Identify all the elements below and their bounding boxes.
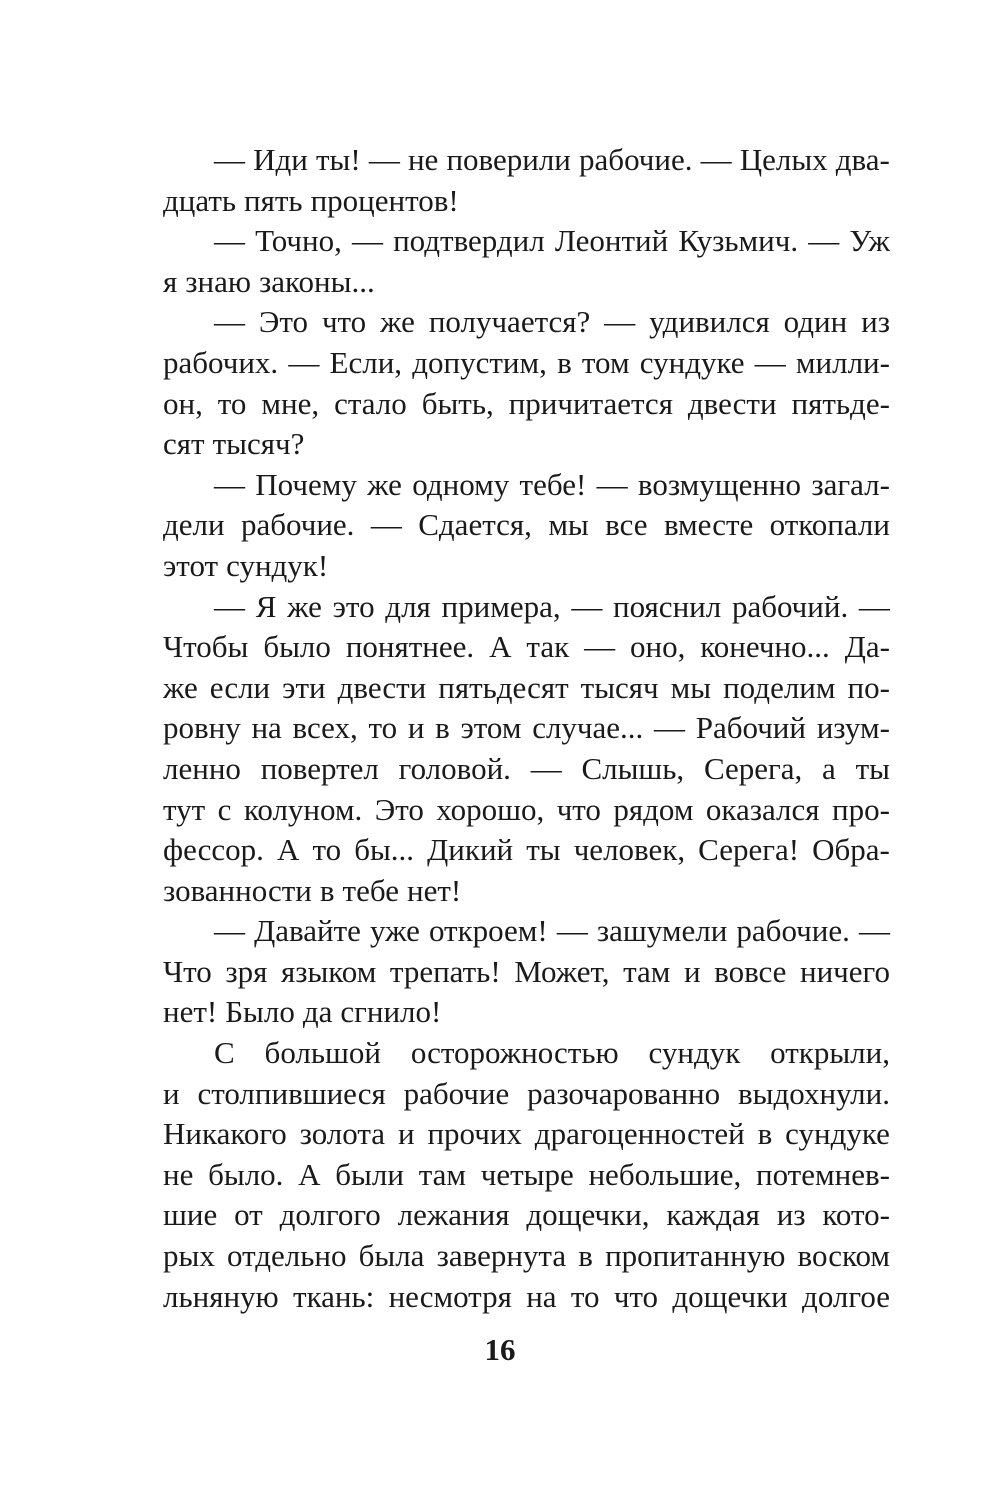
word: милли- <box>795 344 890 380</box>
word: — <box>214 466 245 502</box>
word: двести <box>687 385 777 421</box>
word: понятнее. <box>345 629 475 665</box>
word: же <box>287 588 322 624</box>
word: потемнев- <box>756 1156 890 1192</box>
word: загал- <box>811 466 890 502</box>
word: разочарованно <box>527 1075 721 1111</box>
text-line <box>163 1236 890 1277</box>
word: кото- <box>822 1197 890 1233</box>
text-line <box>163 749 890 790</box>
word: рабочие <box>403 1075 510 1111</box>
word: четыре <box>480 1156 574 1192</box>
word: Никакого <box>163 1116 287 1152</box>
word: — <box>214 223 245 259</box>
text-line <box>163 302 890 343</box>
text-line <box>163 627 890 668</box>
text-line <box>163 952 890 993</box>
text-line <box>163 871 890 912</box>
word: — <box>214 142 245 177</box>
word: Точно, <box>255 223 342 259</box>
word: зованности <box>163 872 312 908</box>
word: Серега, <box>703 750 803 786</box>
word: и <box>397 1116 415 1152</box>
word: столпившиеся <box>197 1075 386 1111</box>
word: быть, <box>421 385 494 421</box>
word: золота <box>299 1116 386 1152</box>
word: сундук! <box>226 547 329 583</box>
word: ты! <box>316 142 361 177</box>
body-text <box>163 140 890 1317</box>
word: дели <box>163 507 225 543</box>
word: Целых <box>739 142 828 177</box>
word: прочих <box>427 1116 522 1152</box>
text-line <box>163 140 890 181</box>
word: — <box>858 913 890 949</box>
text-line <box>163 384 890 425</box>
word: что <box>556 791 601 827</box>
word: нет! <box>406 872 462 908</box>
word: тут <box>163 791 206 827</box>
word: фессор. <box>163 832 264 868</box>
word: зашумели <box>596 913 728 949</box>
text-line <box>163 1195 890 1236</box>
word: долгое <box>802 1278 890 1314</box>
word: трепать! <box>389 953 501 989</box>
word: сгнило! <box>340 994 442 1030</box>
word: ничего <box>800 953 890 989</box>
word: в <box>435 710 450 746</box>
word: этот <box>163 547 219 583</box>
word: Это <box>258 304 309 340</box>
text-line <box>163 546 890 587</box>
word: — <box>596 466 628 502</box>
word: если <box>209 669 271 705</box>
text-line <box>163 1033 890 1074</box>
word: возмущенно <box>637 466 802 502</box>
word: с <box>217 791 232 827</box>
word: — <box>214 304 245 340</box>
word: осторожностью <box>410 1035 619 1071</box>
word: — <box>368 142 400 177</box>
word: то <box>368 710 398 746</box>
word: все <box>605 507 648 543</box>
word: и <box>163 1075 180 1111</box>
word: же <box>163 669 198 705</box>
word: оказался <box>705 791 820 827</box>
word: вместе <box>663 507 754 543</box>
word: случае... <box>532 710 644 746</box>
word: от <box>234 1197 263 1233</box>
word: было. <box>208 1156 284 1192</box>
word: выдохнули. <box>737 1075 890 1111</box>
word: повертел <box>260 750 379 786</box>
word: тебе <box>342 872 399 908</box>
word: оно, <box>630 629 686 665</box>
word: шие <box>163 1197 218 1233</box>
word: я <box>163 263 178 299</box>
word: что <box>321 304 367 340</box>
word: откопали <box>769 507 890 543</box>
text-line <box>163 668 890 709</box>
word: сундуке <box>785 1116 890 1152</box>
word: ты <box>855 750 890 786</box>
word: рабочих. <box>163 344 279 380</box>
word: мы <box>670 669 712 705</box>
word: Это <box>374 791 424 827</box>
word: человек, <box>573 832 686 868</box>
word: стало <box>334 385 407 421</box>
word: в <box>319 872 335 908</box>
text-line <box>163 424 890 465</box>
word: на <box>251 710 282 746</box>
word: ровну <box>163 710 241 746</box>
word: в <box>578 1238 593 1274</box>
text-line <box>163 221 890 262</box>
word: сундук <box>648 1035 741 1071</box>
word: завернута <box>436 1238 567 1274</box>
text-line <box>163 587 890 628</box>
word: удивился <box>649 304 770 340</box>
word: С <box>214 1035 235 1071</box>
word: рабочие. <box>579 142 693 177</box>
word: что <box>613 1278 659 1314</box>
word: там <box>418 1156 466 1192</box>
text-line <box>163 262 890 303</box>
word: Уж <box>849 223 890 259</box>
word: А <box>298 1156 321 1192</box>
word: — <box>858 588 890 624</box>
word: дощечки <box>672 1278 788 1314</box>
word: тебе! <box>519 466 587 502</box>
word: не <box>163 1156 194 1192</box>
word: два- <box>835 142 890 177</box>
word: А <box>276 832 300 868</box>
word: законы... <box>259 263 375 299</box>
word: он, <box>163 385 203 421</box>
word: и <box>407 710 425 746</box>
text-line <box>163 465 890 506</box>
word: несмотря <box>388 1278 512 1314</box>
word: пять <box>244 182 303 218</box>
page-number: 16 <box>484 1332 516 1367</box>
text-line <box>163 181 890 222</box>
word: небольшие, <box>588 1156 742 1192</box>
text-line <box>163 790 890 831</box>
word: то <box>570 1278 600 1314</box>
word: Чтобы <box>163 629 249 665</box>
word: Дикий <box>427 832 514 868</box>
word: колуном. <box>243 791 363 827</box>
word: том <box>581 344 630 380</box>
word: — <box>214 913 245 949</box>
word: же <box>380 304 415 340</box>
word: пояснил <box>613 588 722 624</box>
word: дцать <box>163 182 237 218</box>
word: из <box>861 304 890 340</box>
text-line <box>163 1114 890 1155</box>
word: были <box>335 1156 404 1192</box>
text-line <box>163 343 890 384</box>
word: Что <box>163 953 212 989</box>
word: для <box>385 588 431 624</box>
word: и <box>683 953 701 989</box>
word: из <box>776 1197 806 1233</box>
word: там <box>623 953 671 989</box>
text-line <box>163 1074 890 1115</box>
word: сундуке <box>639 344 745 380</box>
word: Почему <box>255 466 357 502</box>
word: по- <box>847 669 890 705</box>
word: эти <box>282 669 326 705</box>
word: была <box>358 1238 425 1274</box>
word: Кузьмич. <box>678 223 799 259</box>
word: одному <box>412 466 510 502</box>
word: было <box>263 629 331 665</box>
word: Я <box>255 588 277 624</box>
word: да <box>302 994 333 1030</box>
word: на <box>526 1278 557 1314</box>
word: головой. <box>398 750 511 786</box>
word: ты <box>526 832 561 868</box>
word: всех, <box>292 710 358 746</box>
word: драгоценностей <box>534 1116 745 1152</box>
word: знаю <box>185 263 252 299</box>
word: А <box>489 629 512 665</box>
word: процентов! <box>310 182 459 218</box>
word: — <box>604 304 636 340</box>
word: — <box>808 223 840 259</box>
word: а <box>822 750 836 786</box>
word: открыли, <box>770 1035 890 1071</box>
word: мне, <box>261 385 320 421</box>
word: ткань: <box>293 1278 375 1314</box>
word: языком <box>280 953 377 989</box>
word: откроем! <box>428 913 548 949</box>
word: изум- <box>816 710 890 746</box>
word: бы... <box>354 832 415 868</box>
text-line <box>163 708 890 749</box>
word: Серега! <box>698 832 800 868</box>
word: рядом <box>613 791 694 827</box>
word: Иди <box>253 142 308 177</box>
word: конечно... <box>700 629 830 665</box>
word: тысяч <box>580 669 659 705</box>
word: пятьде- <box>791 385 890 421</box>
word: — <box>654 710 685 746</box>
word: — <box>530 750 562 786</box>
word: рабочие. <box>241 507 355 543</box>
word: сят <box>163 426 205 462</box>
word: причитается <box>508 385 673 421</box>
word: — <box>288 344 320 380</box>
word: пропитанную <box>605 1238 786 1274</box>
word: допустим, <box>412 344 547 380</box>
word: мы <box>548 507 589 543</box>
text-line <box>163 505 890 546</box>
word: Было <box>225 994 295 1030</box>
word: — <box>571 588 603 624</box>
word: поделим <box>723 669 836 705</box>
word: это <box>332 588 375 624</box>
word: каждая <box>666 1197 760 1233</box>
word: хорошо, <box>436 791 545 827</box>
word: подтвердил <box>393 223 545 259</box>
word: — <box>370 507 402 543</box>
word: долгого <box>279 1197 381 1233</box>
word: рабочий. <box>731 588 849 624</box>
word: поверили <box>446 142 571 177</box>
word: этом <box>460 710 522 746</box>
word: получается? <box>428 304 591 340</box>
word: — <box>214 588 245 624</box>
word: вовсе <box>714 953 787 989</box>
word: двести <box>337 669 427 705</box>
word: же <box>367 466 402 502</box>
word: отдельно <box>226 1238 347 1274</box>
word: рабочие. <box>736 913 850 949</box>
text-line <box>163 1277 890 1318</box>
word: примера, <box>441 588 561 624</box>
word: большой <box>264 1035 381 1071</box>
word: — <box>700 142 732 177</box>
word: тысяч? <box>212 426 305 462</box>
text-line <box>163 992 890 1033</box>
word: ленно <box>163 750 241 786</box>
word: зря <box>225 953 268 989</box>
word: Если, <box>329 344 403 380</box>
word: не <box>407 142 439 177</box>
word: рых <box>163 1238 215 1274</box>
word: Давайте <box>254 913 361 949</box>
word: про- <box>831 791 890 827</box>
word: то <box>312 832 342 868</box>
word: Обра- <box>812 832 890 868</box>
text-line <box>163 830 890 871</box>
word: — <box>556 913 588 949</box>
word: Слышь, <box>581 750 685 786</box>
word: лежания <box>397 1197 510 1233</box>
word: так <box>526 629 570 665</box>
word: — <box>584 629 616 665</box>
word: — <box>754 344 786 380</box>
word: в <box>557 344 572 380</box>
word: пятьдесят <box>438 669 569 705</box>
word: Сдается, <box>418 507 532 543</box>
word: уже <box>369 913 420 949</box>
word: Может, <box>514 953 610 989</box>
word: то <box>217 385 247 421</box>
word: Рабочий <box>695 710 806 746</box>
word: льняную <box>163 1278 279 1314</box>
word: Леонтий <box>554 223 669 259</box>
text-line <box>163 911 890 952</box>
word: в <box>757 1116 773 1152</box>
text-line <box>163 1155 890 1196</box>
word: дощечки, <box>526 1197 650 1233</box>
word: — <box>351 223 383 259</box>
word: воском <box>797 1238 890 1274</box>
word: один <box>783 304 848 340</box>
word: Да- <box>844 629 890 665</box>
word: нет! <box>163 994 218 1030</box>
